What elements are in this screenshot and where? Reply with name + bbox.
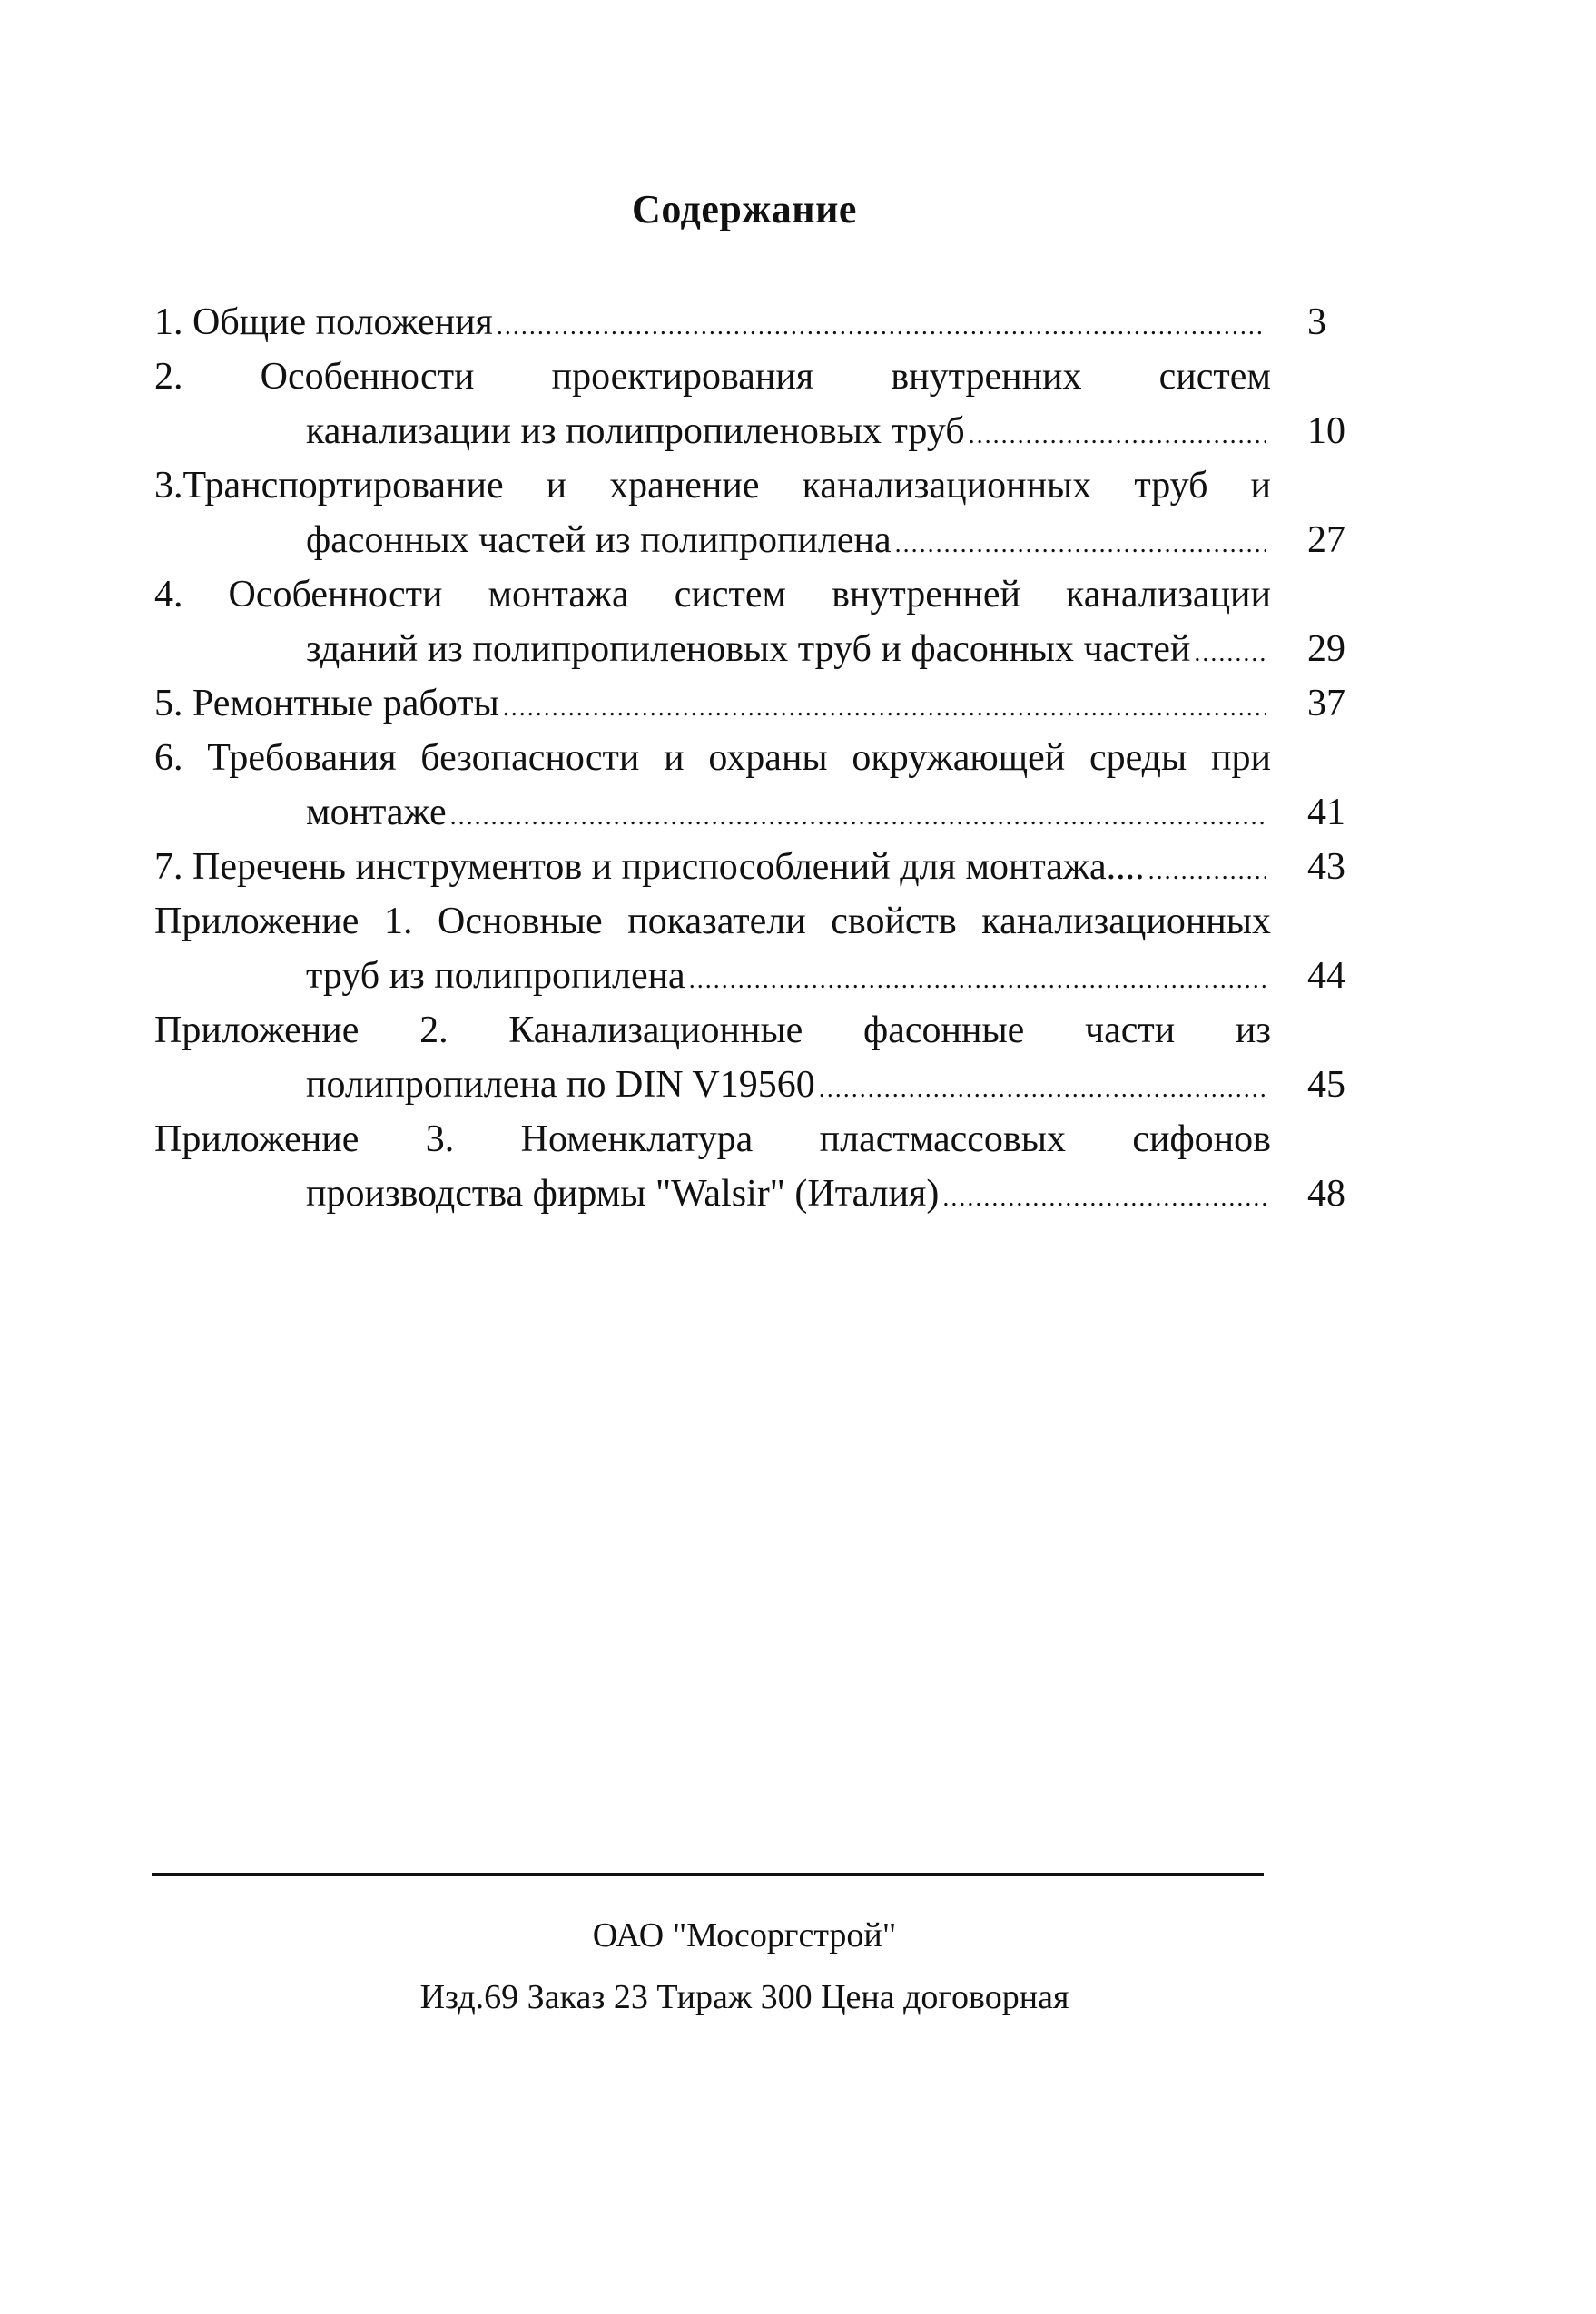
toc-entry-text: 1. Общие положения — [154, 301, 493, 343]
toc-entry-text-line: 4. Особенности монтажа систем внутренней канализации — [154, 574, 1271, 615]
toc-entry-text: зданий из полипропиленовых труб и фасонных частей — [306, 628, 1191, 670]
toc-entry — [154, 295, 1335, 350]
dot-leader — [1148, 844, 1266, 899]
toc-entry-last-line — [306, 949, 1345, 1003]
toc-entry — [154, 1112, 1345, 1221]
toc-entry-last-line — [154, 840, 1345, 894]
toc-page-number: 37 — [1307, 683, 1345, 724]
toc-entry — [154, 458, 1345, 567]
separator-line — [152, 1873, 1264, 1876]
toc-page-number: 43 — [1307, 846, 1345, 888]
toc-page-number: 27 — [1307, 519, 1345, 561]
toc-entry — [154, 567, 1345, 676]
toc-entry-text: производства фирмы "Walsir" (Италия) — [306, 1173, 940, 1215]
toc-entry-last-line — [306, 513, 1345, 567]
toc-entry-text: фасонных частей из полипропилена — [306, 519, 892, 561]
toc-entry — [154, 894, 1345, 1003]
toc-page-number: 48 — [1307, 1173, 1345, 1215]
toc-entry-last-line — [306, 1167, 1345, 1221]
toc-entry-last-line — [306, 1058, 1345, 1112]
toc-entry-text: канализации из полипропиленовых труб — [306, 410, 965, 452]
dot-leader — [819, 1062, 1266, 1117]
toc-entry-last-line — [306, 404, 1345, 458]
toc-entry-last-line — [154, 676, 1345, 731]
toc-entry-text-line: 3.Транспортирование и хранение канализационных труб и — [154, 465, 1271, 507]
toc-entry — [154, 731, 1345, 840]
toc-entry-text: монтаже — [306, 792, 447, 833]
page-title: Содержание — [632, 187, 857, 231]
toc-entry-text: полипропилена по DIN V19560 — [306, 1064, 815, 1106]
imprint-info: Изд.69 Заказ 23 Тираж 300 Цена договорная — [419, 1978, 1069, 2016]
toc-page-number: 45 — [1307, 1064, 1345, 1106]
toc-entry-last-line — [154, 295, 1326, 350]
dot-leader — [1194, 626, 1266, 681]
toc-page-number: 10 — [1307, 410, 1345, 452]
toc-entry-last-line — [306, 785, 1345, 840]
toc-entry — [154, 840, 1345, 894]
toc-entry-text-line: Приложение 2. Канализационные фасонные части из — [154, 1009, 1271, 1051]
toc-entry — [154, 350, 1345, 458]
dot-leader — [450, 790, 1266, 844]
toc-entry-text: 5. Ремонтные работы — [154, 683, 499, 724]
toc-page-number: 41 — [1307, 792, 1345, 833]
dot-leader — [895, 517, 1266, 572]
toc-entry — [154, 676, 1345, 731]
dot-leader — [497, 300, 1266, 354]
toc-entry-last-line — [306, 622, 1345, 676]
dot-leader — [969, 409, 1266, 463]
toc-entry-text: 7. Перечень инструментов и приспособлений для монтажа.... — [154, 846, 1145, 888]
toc-entry — [154, 1003, 1345, 1112]
publisher-name: ОАО "Мосоргстрой" — [592, 1916, 897, 1955]
dot-leader — [689, 953, 1266, 1008]
table-of-contents — [154, 295, 1345, 1221]
toc-entry-text-line: 6. Требования безопасности и охраны окружающей среды при — [154, 737, 1271, 779]
toc-entry-text-line: Приложение 3. Номенклатура пластмассовых сифонов — [154, 1118, 1271, 1160]
toc-entry-text-line: 2. Особенности проектирования внутренних систем — [154, 356, 1271, 398]
toc-page-number: 3 — [1307, 301, 1326, 343]
toc-page-number: 44 — [1307, 955, 1345, 997]
toc-entry-text: труб из полипропилена — [306, 955, 685, 997]
toc-entry-text-line: Приложение 1. Основные показатели свойств канализационных — [154, 901, 1271, 942]
dot-leader — [942, 1171, 1266, 1226]
toc-page-number: 29 — [1307, 628, 1345, 670]
dot-leader — [503, 681, 1266, 735]
